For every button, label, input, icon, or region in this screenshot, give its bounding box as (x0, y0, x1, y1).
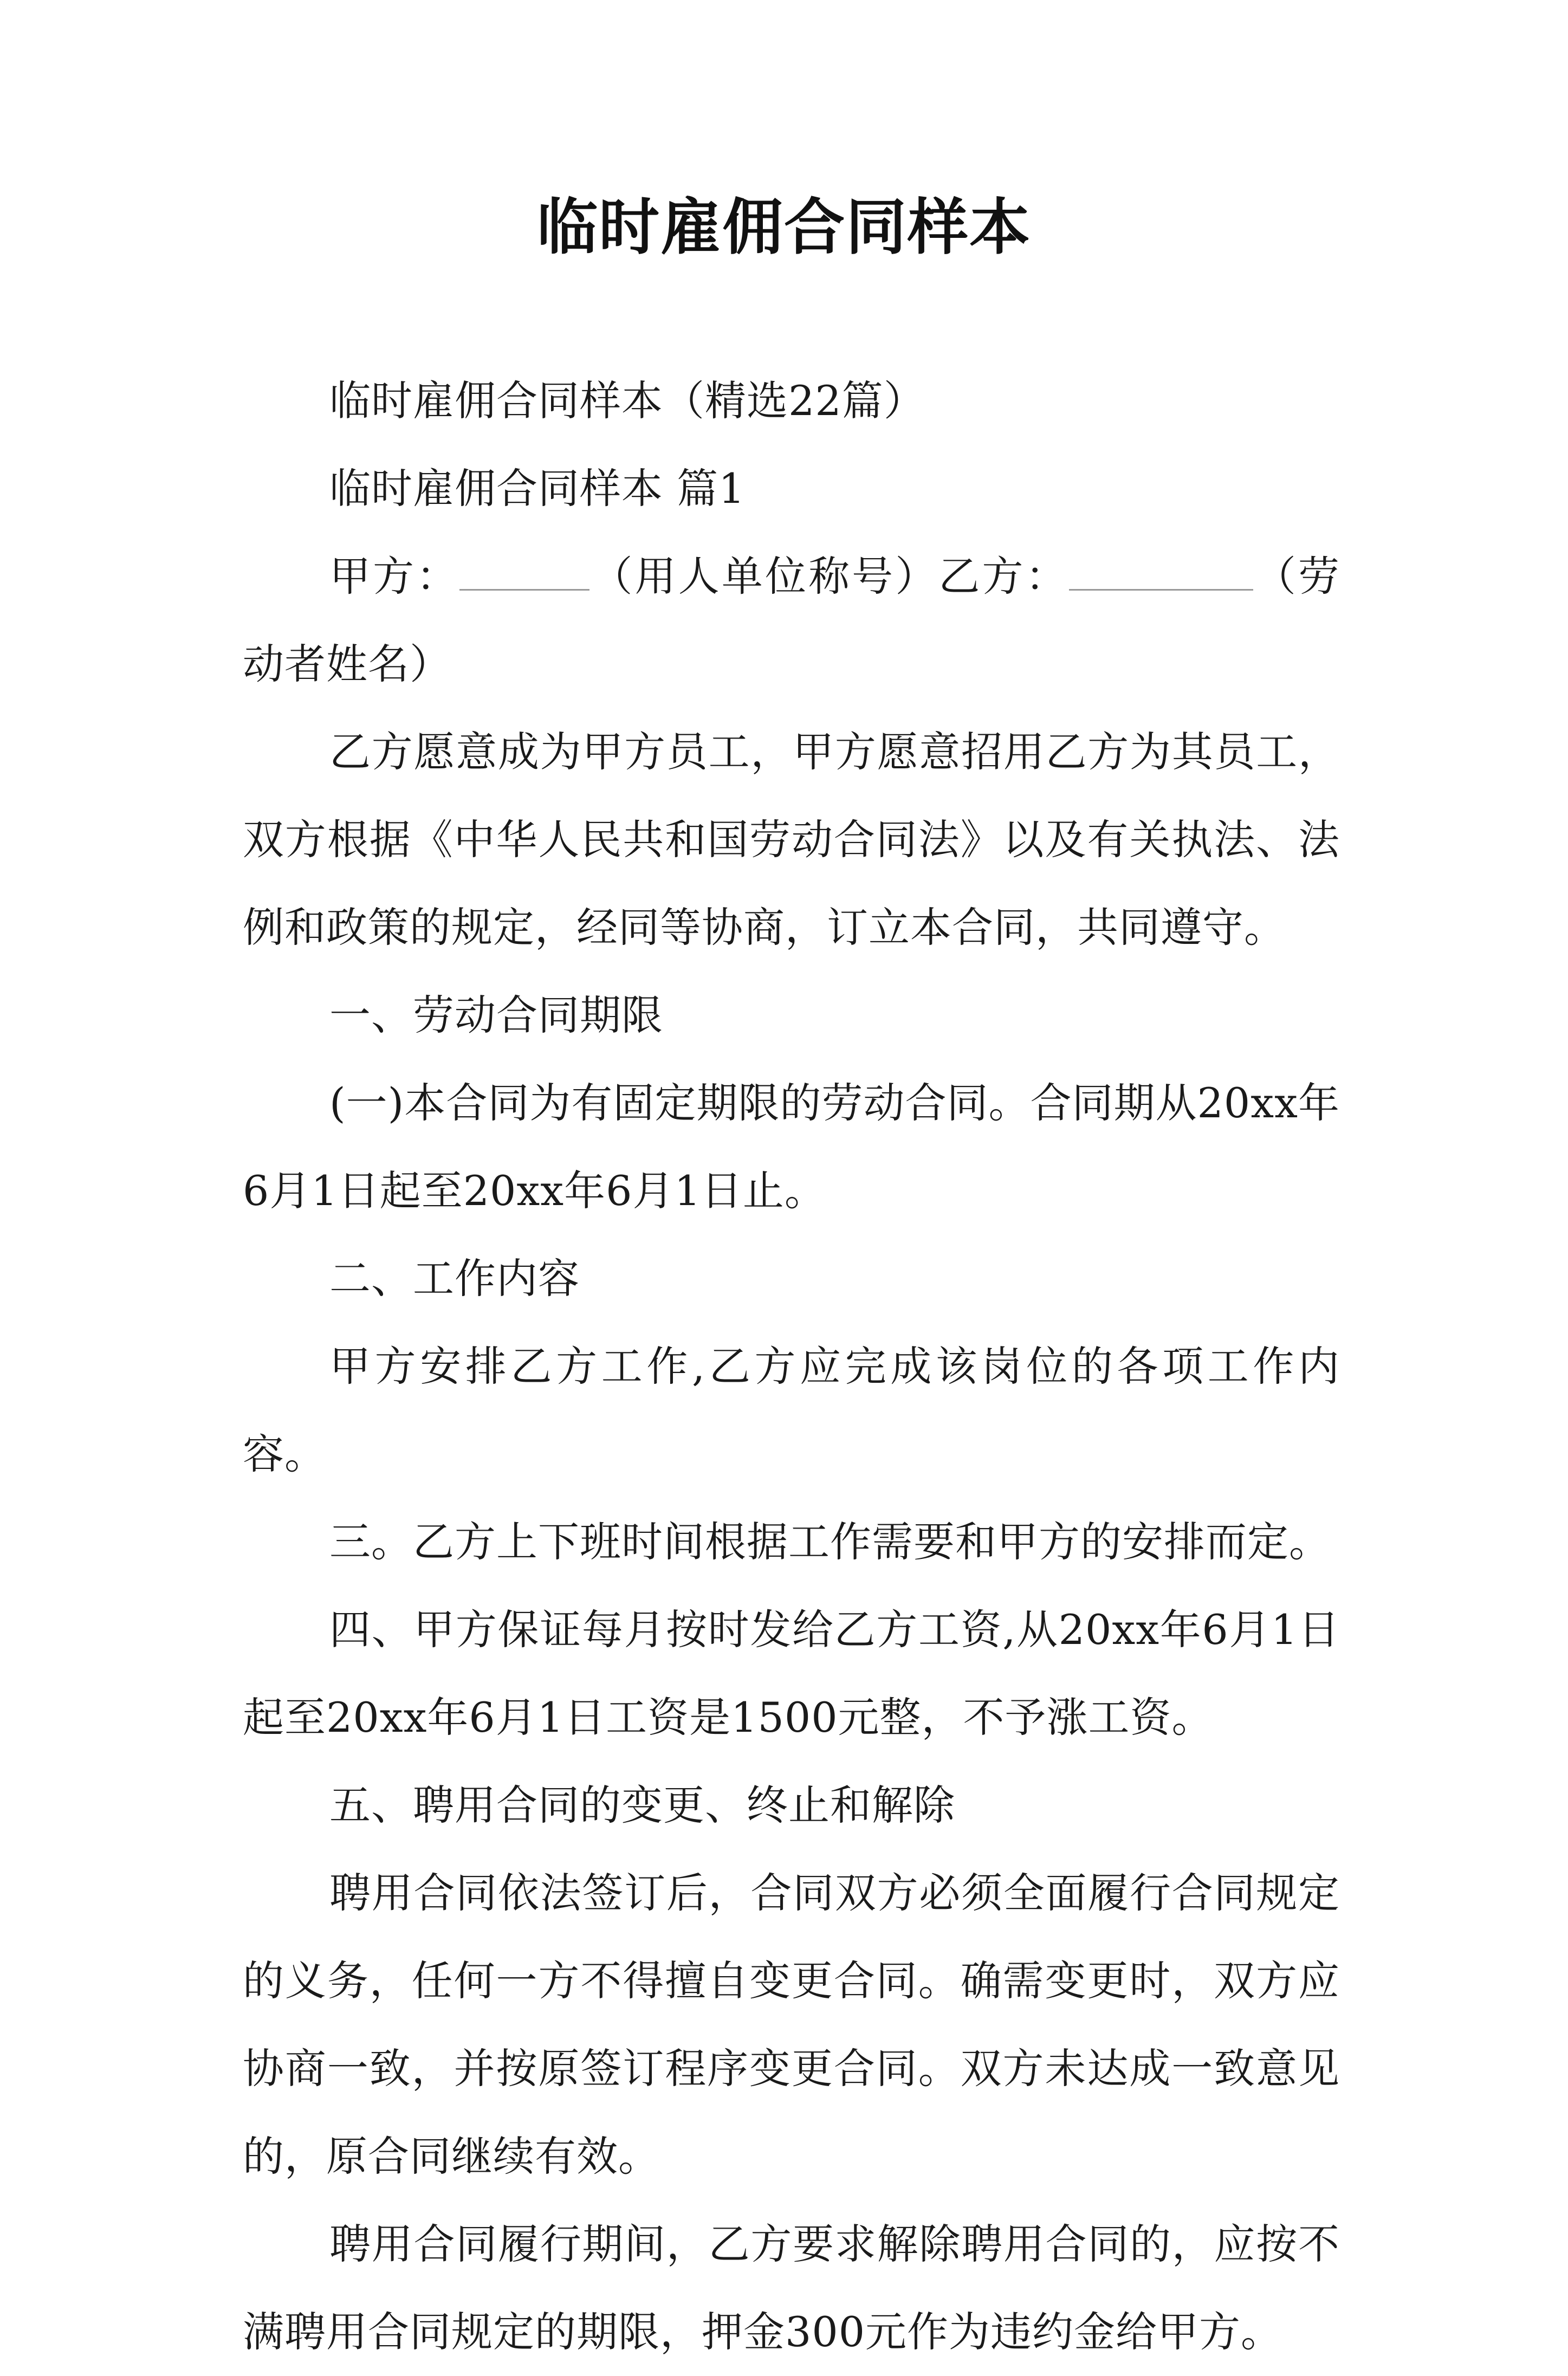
paragraph-contract-changes: 聘用合同依法签订后，合同双方必须全面履行合同规定的义务，任何一方不得擅自变更合同。确需变更时，双方应协商一致，并按原签订程序变更合同。双方未达成一致意见的，原合同继续有效。 (243, 1869, 1340, 2180)
document-body (243, 357, 1340, 2376)
document-title: 临时雇佣合同样本 (537, 192, 1031, 263)
heading-contract-changes: 五、聘用合同的变更、终止和解除 (329, 1781, 955, 1829)
paragraph-termination: 聘用合同履行期间，乙方要求解除聘用合同的，应按不满聘用合同规定的期限，押金300元作为违约金给甲方。 (243, 2220, 1340, 2356)
paragraph-working-hours: 三。乙方上下班时间根据工作需要和甲方的安排而定。 (329, 1518, 1331, 1566)
party-a-label: 甲方： (329, 552, 460, 600)
party-b-label: 乙方： (938, 552, 1069, 600)
section-heading: 临时雇佣合同样本 篇1 (329, 464, 746, 513)
party-a-blank (459, 546, 589, 591)
document-subtitle: 临时雇佣合同样本（精选22篇） (329, 377, 925, 425)
party-a-note: （用人单位称号） (589, 552, 939, 600)
parties-line (243, 533, 1340, 708)
party-b-note: （劳动者姓名） (243, 552, 1340, 688)
heading-contract-term: 一、劳动合同期限 (329, 991, 663, 1039)
heading-work-content: 二、工作内容 (329, 1254, 580, 1303)
paragraph-preamble: 乙方愿意成为甲方员工，甲方愿意招用乙方为其员工，双方根据《中华人民共和国劳动合同法》以及有关执法、法例和政策的规定，经同等协商，订立本合同，共同遵守。 (243, 728, 1340, 951)
party-b-blank (1069, 546, 1253, 591)
paragraph-contract-term: (一)本合同为有固定期限的劳动合同。合同期从20xx年6月1日起至20xx年6月1日止。 (243, 1079, 1340, 1215)
paragraph-work-content: 甲方安排乙方工作,乙方应完成该岗位的各项工作内容。 (243, 1342, 1340, 1478)
paragraph-wages: 四、甲方保证每月按时发给乙方工资,从20xx年6月1日起至20xx年6月1日工资是1500元整，不予涨工资。 (243, 1605, 1340, 1741)
